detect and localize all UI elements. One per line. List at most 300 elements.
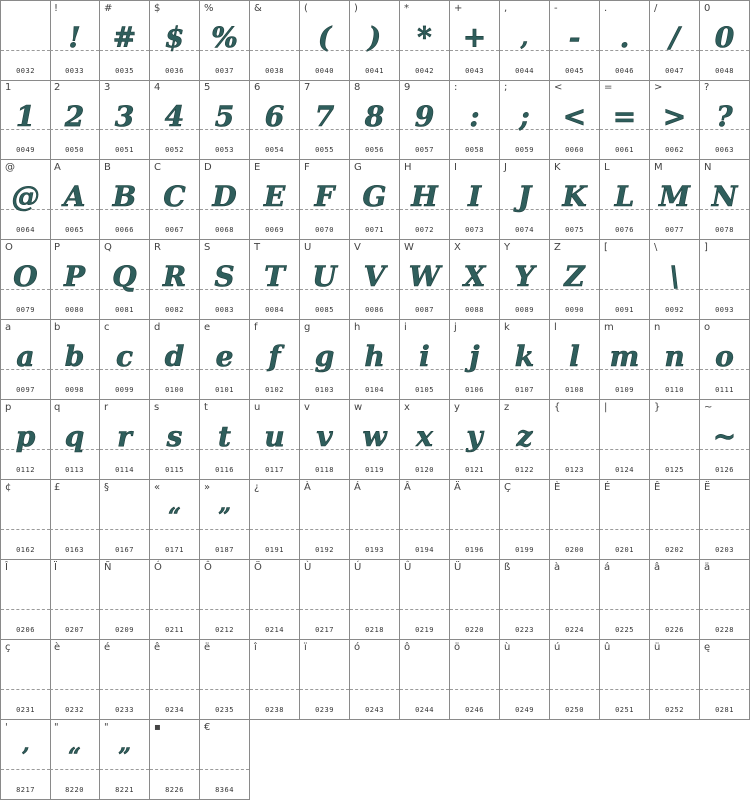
char-label: ó [354,642,361,653]
glyph-sample [450,576,499,618]
glyph-sample [1,576,50,618]
char-code: 0070 [315,226,334,234]
char-code: 0106 [465,386,484,394]
glyph-sample [250,656,299,698]
glyph-sample [100,496,149,538]
char-code: 0071 [365,226,384,234]
char-label: Á [354,482,361,493]
char-code: 0250 [565,706,584,714]
glyph-cell [250,0,300,81]
glyph-cell [50,480,100,560]
char-code: 8220 [65,786,84,794]
char-label: 2 [54,82,61,93]
char-label: B [104,162,111,173]
char-label: ( [304,3,308,14]
char-label: d [154,322,161,333]
glyph-sample [1,656,50,698]
glyph-sample: 8 [364,100,385,133]
glyph-sample [600,256,649,298]
char-label: 1 [5,82,12,93]
char-code: 0209 [115,626,134,634]
char-label: = [604,82,613,93]
char-code: 0058 [465,146,484,154]
char-label: j [454,322,457,333]
char-label: m [604,322,614,333]
char-code: 0090 [565,306,584,314]
char-label: ¢ [5,482,12,493]
glyph-sample: r [117,420,132,453]
char-code: 0093 [715,306,734,314]
char-code: 0078 [715,226,734,234]
char-code: 0067 [165,226,184,234]
glyph-sample: < [562,100,587,133]
glyph-cell [400,640,450,720]
glyph-sample [700,656,749,698]
char-code: 0113 [65,466,84,474]
glyph-sample [700,576,749,618]
glyph-cell [600,560,650,640]
char-code: 0060 [565,146,584,154]
char-label: £ [54,482,61,493]
glyph-sample: @ [11,180,40,213]
char-code: 0081 [115,306,134,314]
char-code: 0062 [665,146,684,154]
glyph-cell [600,240,650,320]
char-label: k [504,322,510,333]
glyph-sample [100,576,149,618]
char-label: W [404,242,414,253]
char-label: Ô [204,562,212,573]
char-code: 0056 [365,146,384,154]
char-code: 0107 [515,386,534,394]
char-code: 0252 [665,706,684,714]
char-label: I [454,162,457,173]
glyph-sample [400,656,449,698]
char-code: 0249 [515,706,534,714]
char-label: Ë [704,482,711,493]
glyph-cell [550,320,600,400]
char-code: 0063 [715,146,734,154]
char-code: 0167 [115,546,134,554]
glyph-sample [1,17,50,59]
char-code: 0114 [115,466,134,474]
char-label: i [404,322,407,333]
glyph-cell [600,480,650,560]
glyph-cell [550,160,600,240]
glyph-cell [700,640,750,720]
char-code: 0050 [65,146,84,154]
glyph-cell [500,560,550,640]
glyph-cell [300,400,350,480]
glyph-cell [250,640,300,720]
char-label: E [254,162,261,173]
glyph-sample: / [669,21,680,54]
glyph-cell [0,80,51,160]
char-label: ä [704,562,711,573]
glyph-cell [150,160,200,240]
char-code: 0092 [665,306,684,314]
char-label: § [104,482,109,493]
char-label: Ï [54,562,57,573]
char-code: 0220 [465,626,484,634]
char-code: 0075 [565,226,584,234]
glyph-cell [300,320,350,400]
char-code: 0171 [165,546,184,554]
char-label: » [204,482,211,493]
glyph-cell [400,0,450,81]
char-label: w [354,402,363,413]
glyph-sample: H [411,180,438,213]
glyph-sample [700,256,749,298]
char-code: 0111 [715,386,734,394]
glyph-sample [550,576,599,618]
char-code: 0206 [16,626,35,634]
glyph-cell [550,240,600,320]
char-label: ö [454,642,461,653]
char-code: 8217 [16,786,35,794]
glyph-cell [300,240,350,320]
glyph-cell [400,480,450,560]
glyph-cell [700,80,750,160]
char-code: 0202 [665,546,684,554]
char-label: ß [504,562,511,573]
glyph-sample: ” [118,744,131,770]
char-label: ï [304,642,307,653]
char-code: 0097 [16,386,35,394]
glyph-cell [350,480,400,560]
char-code: 0054 [265,146,284,154]
glyph-cell [250,240,300,320]
glyph-sample [1,496,50,538]
glyph-sample: : [469,100,480,133]
char-label: Ü [454,562,462,573]
char-label: c [104,322,110,333]
glyph-sample [350,656,399,698]
glyph-sample [150,576,199,618]
glyph-cell [150,560,200,640]
glyph-cell [200,320,250,400]
char-label: Y [504,242,511,253]
char-label: f [254,322,258,333]
char-code: 0032 [16,67,35,75]
glyph-sample: e [215,340,234,373]
glyph-cell [500,240,550,320]
char-label: g [304,322,311,333]
char-label: / [654,3,658,14]
glyph-sample: S [214,260,235,293]
char-label: { [554,402,561,413]
glyph-sample: C [163,180,186,213]
char-code: 0244 [415,706,434,714]
char-label: Ç [504,482,511,493]
glyph-sample: G [362,180,387,213]
glyph-cell [600,400,650,480]
glyph-cell [200,400,250,480]
glyph-cell [650,400,700,480]
char-code: 0199 [515,546,534,554]
glyph-cell [400,560,450,640]
char-code: 0079 [16,306,35,314]
char-label: & [254,3,262,14]
char-code: 0052 [165,146,184,154]
glyph-sample: \ [669,260,680,293]
char-label: v [304,402,310,413]
glyph-sample [300,496,349,538]
glyph-sample: J [517,180,532,213]
char-code: 0246 [465,706,484,714]
glyph-sample: t [218,420,231,453]
glyph-sample: N [711,180,738,213]
glyph-cell [450,240,500,320]
glyph-cell [700,240,750,320]
glyph-sample: o [715,340,734,373]
char-label: 6 [254,82,261,93]
char-label: V [354,242,361,253]
char-code: 0118 [315,466,334,474]
glyph-cell [50,400,100,480]
glyph-cell [200,160,250,240]
glyph-sample: p [15,420,36,453]
char-label: % [204,3,214,14]
char-code: 0226 [665,626,684,634]
glyph-sample: q [64,420,85,453]
glyph-cell [500,400,550,480]
glyph-cell [200,720,250,800]
glyph-cell [250,160,300,240]
glyph-cell [500,480,550,560]
glyph-sample: “ [68,744,81,770]
glyph-sample: ) [367,21,382,54]
char-code: 0120 [415,466,434,474]
char-label: " [54,722,59,733]
char-code: 0116 [215,466,234,474]
glyph-sample: c [115,340,134,373]
glyph-sample: x [416,420,433,453]
glyph-cell [150,80,200,160]
glyph-cell [650,480,700,560]
char-label: Â [404,482,411,493]
glyph-sample: U [312,260,337,293]
char-code: 0085 [315,306,334,314]
char-label: ë [204,642,211,653]
char-label: ~ [704,402,713,413]
glyph-cell [150,0,200,81]
glyph-sample [450,656,499,698]
char-label: 7 [304,82,311,93]
glyph-cell [0,0,51,81]
char-code: 0102 [265,386,284,394]
char-label: . [604,3,608,14]
glyph-sample [150,656,199,698]
char-code: 0048 [715,67,734,75]
char-label: [ [604,242,608,253]
glyph-cell [350,560,400,640]
glyph-sample: * [417,21,432,54]
glyph-cell [550,0,600,81]
char-code: 0122 [515,466,534,474]
glyph-sample: g [314,340,335,373]
glyph-cell [400,400,450,480]
glyph-cell [250,320,300,400]
char-code: 0043 [465,67,484,75]
char-label: Ö [254,562,262,573]
char-code: 0243 [365,706,384,714]
glyph-sample [200,656,249,698]
glyph-sample: A [63,180,86,213]
char-label: D [204,162,212,173]
glyph-sample: h [364,340,385,373]
glyph-cell [650,320,700,400]
char-label: Ñ [104,562,112,573]
glyph-cell [450,400,500,480]
glyph-sample: ! [68,21,81,54]
char-code: 0046 [615,67,634,75]
glyph-sample: - [568,21,581,54]
char-code: 0187 [215,546,234,554]
char-label: K [554,162,561,173]
glyph-cell [350,160,400,240]
char-label: € [204,722,211,733]
char-label: C [154,162,161,173]
char-label: x [404,402,410,413]
char-code: 0041 [365,67,384,75]
glyph-cell [200,0,250,81]
glyph-cell [0,560,51,640]
char-label: É [604,482,611,493]
char-label: Î [5,562,8,573]
glyph-cell [50,80,100,160]
glyph-sample [500,576,549,618]
char-label: ¿ [254,482,260,493]
char-code: 0233 [115,706,134,714]
glyph-sample [650,416,699,458]
glyph-sample: $ [164,21,185,54]
char-code: 0100 [165,386,184,394]
char-label: ! [54,3,59,14]
glyph-sample: 1 [15,100,36,133]
glyph-sample: l [569,340,580,373]
char-code: 0040 [315,67,334,75]
glyph-sample: a [16,340,35,373]
glyph-sample: W [408,260,441,293]
char-label: S [204,242,211,253]
glyph-sample [50,496,99,538]
glyph-cell [550,80,600,160]
glyph-cell [250,480,300,560]
char-label: 9 [404,82,411,93]
glyph-sample: K [562,180,587,213]
glyph-cell [300,560,350,640]
glyph-cell [450,480,500,560]
glyph-cell [500,160,550,240]
glyph-cell [650,240,700,320]
char-code: 0042 [415,67,434,75]
char-label: L [604,162,610,173]
char-label: } [654,402,661,413]
glyph-sample: v [316,420,333,453]
char-label: A [54,162,61,173]
glyph-sample: D [212,180,237,213]
glyph-sample: ; [519,100,530,133]
char-code: 0057 [415,146,434,154]
glyph-sample: k [514,340,535,373]
char-label: s [154,402,160,413]
glyph-cell [0,720,51,800]
glyph-cell [200,560,250,640]
char-label: @ [5,162,15,173]
char-label: ç [5,642,11,653]
glyph-sample: d [164,340,185,373]
char-label: | [604,402,608,413]
glyph-sample [250,576,299,618]
char-label: h [354,322,361,333]
glyph-sample: V [363,260,386,293]
glyph-sample: I [467,180,482,213]
glyph-sample: m [609,340,640,373]
char-label: R [154,242,161,253]
char-code: 0101 [215,386,234,394]
glyph-sample: B [112,180,137,213]
char-label: y [454,402,460,413]
char-label: ü [654,642,661,653]
glyph-sample [100,656,149,698]
glyph-sample: 6 [264,100,285,133]
glyph-sample: “ [168,504,181,530]
glyph-sample [50,576,99,618]
char-code: 0077 [665,226,684,234]
char-label: a [5,322,12,333]
glyph-cell [0,160,51,240]
glyph-sample: b [64,340,85,373]
glyph-cell [600,80,650,160]
glyph-sample [650,496,699,538]
char-code: 0200 [565,546,584,554]
char-code: 0225 [615,626,634,634]
char-code: 0089 [515,306,534,314]
char-code: 0082 [165,306,184,314]
char-code: 0059 [515,146,534,154]
char-code: 0219 [415,626,434,634]
char-label: N [704,162,712,173]
glyph-sample [200,576,249,618]
glyph-sample: 9 [414,100,435,133]
char-label: ' [5,722,8,733]
char-code: 0217 [315,626,334,634]
glyph-sample: u [264,420,285,453]
glyph-cell [500,0,550,81]
glyph-sample [500,496,549,538]
char-code: 0087 [415,306,434,314]
char-code: 0193 [365,546,384,554]
char-code: 0053 [215,146,234,154]
glyph-sample [150,736,199,778]
glyph-sample: n [664,340,685,373]
glyph-sample [400,496,449,538]
char-label: ] [704,242,708,253]
glyph-sample [50,656,99,698]
glyph-sample [250,17,299,59]
glyph-sample [550,656,599,698]
char-label: Û [404,562,412,573]
char-code: 0105 [415,386,434,394]
char-code: 0061 [615,146,634,154]
char-code: 0211 [165,626,184,634]
char-code: 0191 [265,546,284,554]
glyph-cell [350,400,400,480]
char-code: 0076 [615,226,634,234]
char-label: * [404,3,409,14]
glyph-sample [300,576,349,618]
